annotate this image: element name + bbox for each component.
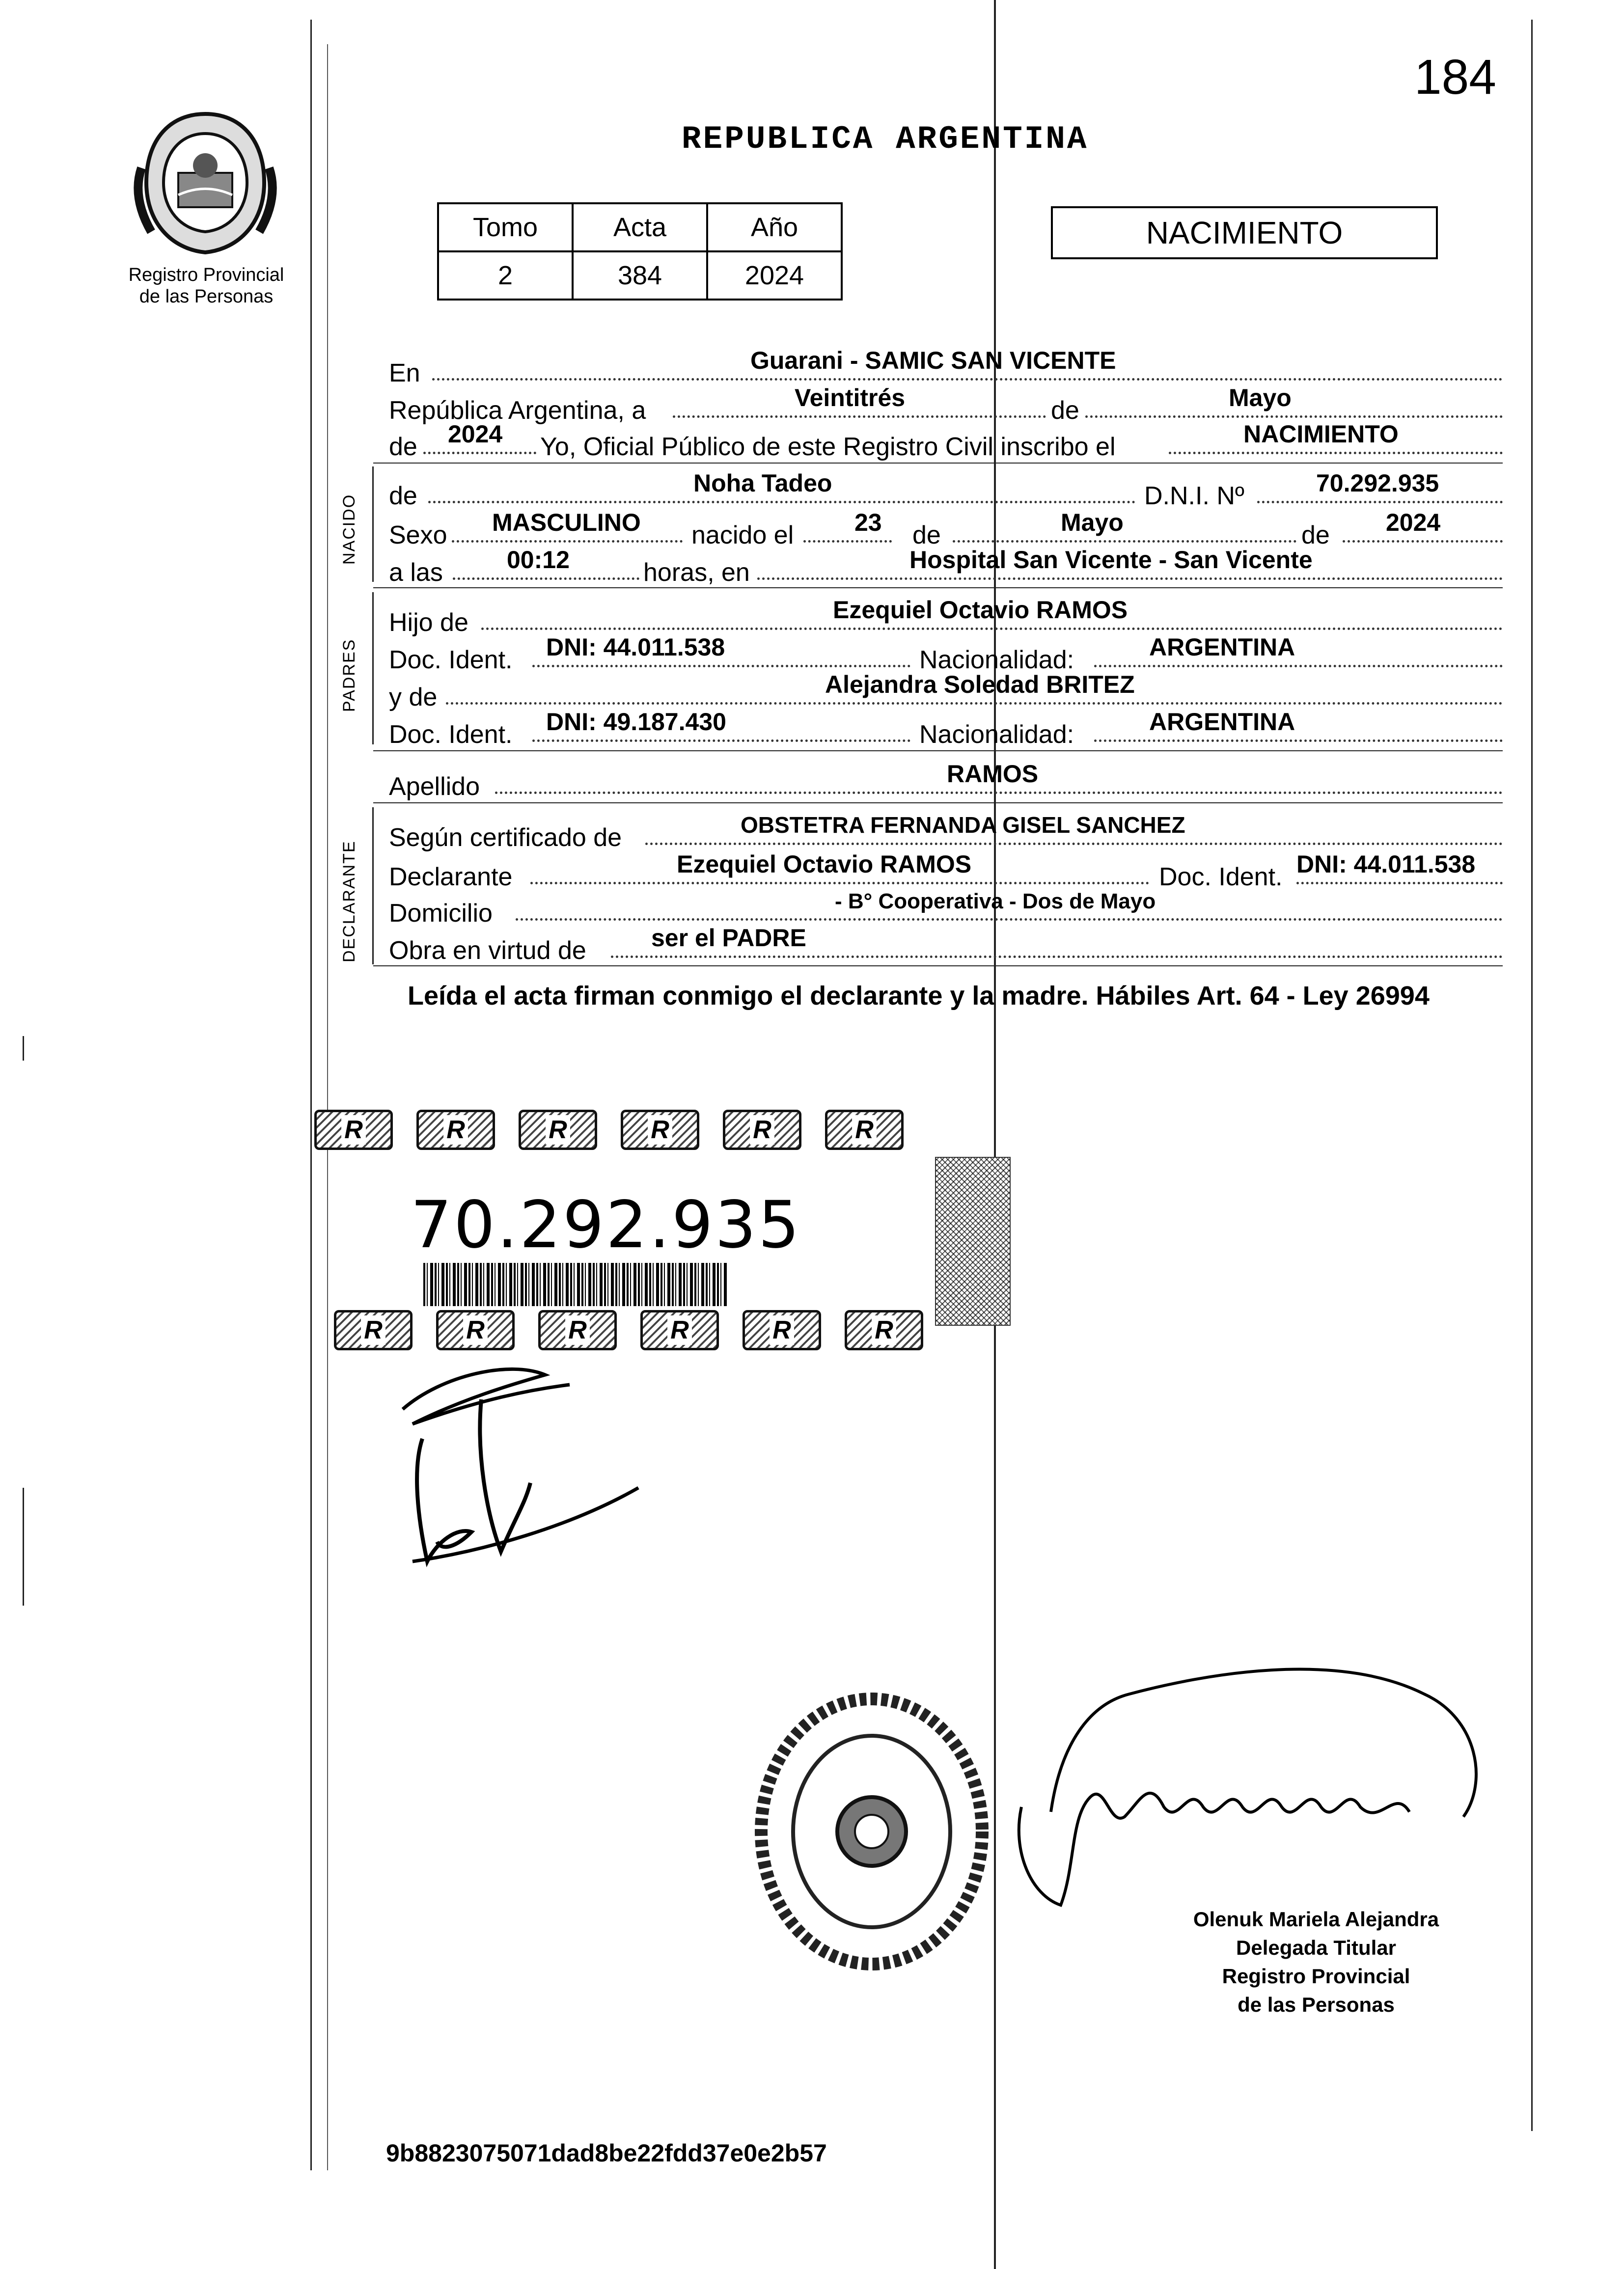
value-anio: 2024: [448, 420, 503, 448]
r-mark: R: [845, 1310, 923, 1350]
value-lugar-nac: Hospital San Vicente - San Vicente: [909, 546, 1313, 574]
dots-11: [495, 792, 1503, 794]
dots-2a: [673, 415, 1046, 418]
value-obra: ser el PADRE: [651, 924, 806, 952]
divider-1: [373, 463, 1503, 464]
left-margin-line: [310, 20, 312, 2170]
label-nacionalidad: Nacionalidad:: [919, 646, 1074, 674]
province-logo: [132, 109, 279, 256]
value-padre: Ezequiel Octavio RAMOS: [833, 596, 1128, 624]
r-mark: R: [538, 1310, 617, 1350]
value-lugar: Guarani - SAMIC SAN VICENTE: [750, 347, 1116, 374]
side-label-padres: PADRES: [340, 638, 358, 712]
official-seal: [751, 1689, 992, 1974]
value-tomo: 2: [438, 251, 573, 300]
document-hash: 9b8823075071dad8be22fdd37e0e2b57: [386, 2139, 827, 2167]
dots-12: [645, 843, 1503, 845]
official-block: [1129, 1905, 1503, 2019]
value-madre: Alejandra Soledad BRITEZ: [825, 671, 1135, 698]
dots-4b: [1257, 501, 1503, 503]
dots-6b: [757, 577, 1503, 580]
dots-10b: [1094, 739, 1503, 742]
dots-13b: [1296, 882, 1503, 884]
dots-13a: [530, 882, 1149, 884]
registry-name: Registro Provincial de las Personas: [128, 265, 284, 307]
sticker-number: 70.292.935: [411, 1187, 801, 1263]
dots-7: [481, 628, 1503, 630]
r-mark: R: [416, 1110, 495, 1150]
dots-15: [611, 956, 1503, 958]
r-mark: R: [621, 1110, 699, 1150]
divider-4: [373, 802, 1503, 803]
value-madre-nac: ARGENTINA: [1149, 708, 1295, 736]
value-acta: 384: [573, 251, 707, 300]
value-certificado: OBSTETRA FERNANDA GISEL SANCHEZ: [741, 812, 1185, 838]
r-mark: R: [436, 1310, 515, 1350]
r-mark: R: [825, 1110, 904, 1150]
dots-1: [432, 378, 1503, 381]
r-mark: R: [723, 1110, 801, 1150]
value-tipo: NACIMIENTO: [1243, 420, 1399, 448]
value-nombre: Noha Tadeo: [693, 469, 832, 497]
label-sexo: Sexo: [389, 521, 447, 549]
divider-2: [373, 587, 1503, 588]
label-y-de: y de: [389, 683, 438, 711]
label-de-4: de: [912, 521, 941, 549]
dots-9: [446, 702, 1503, 705]
value-hora: 00:12: [507, 546, 570, 574]
label-de-1: de: [1051, 396, 1079, 425]
declarant-signature: [383, 1355, 678, 1591]
barcode: [423, 1263, 728, 1306]
hologram-patch: [935, 1157, 1011, 1326]
value-madre-dni: DNI: 49.187.430: [546, 708, 726, 736]
security-strip-top: [314, 1110, 904, 1150]
value-dia-letras: Veintitrés: [795, 384, 906, 411]
label-republica: República Argentina, a: [389, 396, 646, 425]
value-declarante-dni: DNI: 44.011.538: [1296, 850, 1476, 878]
divider-5: [373, 965, 1503, 966]
left-margin-line-2: [327, 44, 328, 2170]
dots-5a: [452, 540, 683, 543]
side-label-declarante: DECLARANTE: [340, 840, 358, 962]
bracket-declarante: [372, 807, 374, 964]
value-mes-nac: Mayo: [1061, 509, 1124, 536]
label-en: En: [389, 359, 420, 387]
header-anio: Año: [707, 203, 842, 251]
record-table: [437, 202, 843, 301]
official-office-1: Registro Provincial: [1222, 1965, 1410, 1988]
country-title: REPUBLICA ARGENTINA: [682, 121, 1089, 158]
value-anio-nac: 2024: [1386, 509, 1441, 536]
official-name: Olenuk Mariela Alejandra: [1193, 1908, 1439, 1931]
scan-mark-2: [23, 1488, 24, 1606]
official-office-2: de las Personas: [1238, 1993, 1395, 2016]
label-a-las: a las: [389, 558, 443, 587]
closing-text: Leída el acta firman conmigo el declarante y la madre. Hábiles Art. 64 - Ley 26994: [408, 981, 1430, 1011]
doc-type-box: [1051, 206, 1438, 259]
bracket-nacido: [372, 466, 374, 582]
label-yo: Yo, Oficial Público de este Registro Civil inscribo el: [540, 433, 1116, 461]
r-mark: R: [519, 1110, 597, 1150]
value-anio: 2024: [707, 251, 842, 300]
r-mark: R: [640, 1310, 719, 1350]
label-doc-ident-3: Doc. Ident.: [1159, 863, 1283, 891]
header-tomo: Tomo: [438, 203, 573, 251]
r-mark: R: [334, 1310, 413, 1350]
dots-8a: [532, 665, 910, 667]
label-doc-ident-2: Doc. Ident.: [389, 720, 513, 749]
bracket-padres: [372, 592, 374, 744]
label-horas-en: horas, en: [643, 558, 750, 587]
label-de-3: de: [389, 482, 417, 510]
value-domicilio: - B° Cooperativa - Dos de Mayo: [835, 889, 1156, 913]
dots-4a: [428, 501, 1135, 503]
dots-6a: [453, 577, 639, 580]
divider-3: [373, 750, 1503, 751]
label-nacionalidad-2: Nacionalidad:: [919, 720, 1074, 749]
fold-line: [994, 0, 996, 2269]
official-signature: [992, 1620, 1508, 1925]
dots-3b: [1169, 452, 1503, 454]
dots-5d: [1343, 540, 1503, 543]
label-doc-ident: Doc. Ident.: [389, 646, 513, 674]
label-dni: D.N.I. Nº: [1144, 482, 1244, 510]
r-mark: R: [743, 1310, 821, 1350]
dots-5c: [953, 540, 1296, 543]
doc-type: NACIMIENTO: [1146, 215, 1343, 250]
label-nacido-el: nacido el: [691, 521, 794, 549]
dots-3a: [423, 452, 536, 454]
label-de-2: de: [389, 433, 417, 461]
value-padre-dni: DNI: 44.011.538: [546, 633, 725, 661]
scan-mark: [23, 1036, 24, 1061]
label-obra: Obra en virtud de: [389, 936, 586, 965]
dots-14: [516, 918, 1503, 921]
official-role: Delegada Titular: [1236, 1936, 1396, 1959]
side-label-nacido: NACIDO: [340, 493, 358, 565]
value-apellido: RAMOS: [947, 760, 1039, 788]
value-sexo: MASCULINO: [492, 509, 641, 536]
dots-10a: [532, 739, 910, 742]
label-declarante: Declarante: [389, 863, 513, 891]
value-padre-nac: ARGENTINA: [1149, 633, 1295, 661]
security-strip-bottom: [334, 1310, 923, 1350]
r-mark: R: [314, 1110, 393, 1150]
dots-5b: [803, 540, 892, 543]
dots-2b: [1085, 415, 1503, 418]
label-segun: Según certificado de: [389, 823, 622, 852]
header-acta: Acta: [573, 203, 707, 251]
right-margin-line: [1531, 20, 1533, 2131]
value-dia: 23: [854, 509, 882, 536]
value-dni: 70.292.935: [1316, 469, 1439, 497]
value-mes: Mayo: [1229, 384, 1292, 411]
coat-of-arms-icon: [132, 109, 279, 256]
value-declarante: Ezequiel Octavio RAMOS: [677, 850, 972, 878]
page-number: 184: [1414, 50, 1496, 105]
label-domicilio: Domicilio: [389, 899, 493, 928]
label-de-5: de: [1301, 521, 1330, 549]
label-apellido: Apellido: [389, 772, 480, 801]
label-hijo-de: Hijo de: [389, 608, 468, 637]
dots-8b: [1094, 665, 1503, 667]
